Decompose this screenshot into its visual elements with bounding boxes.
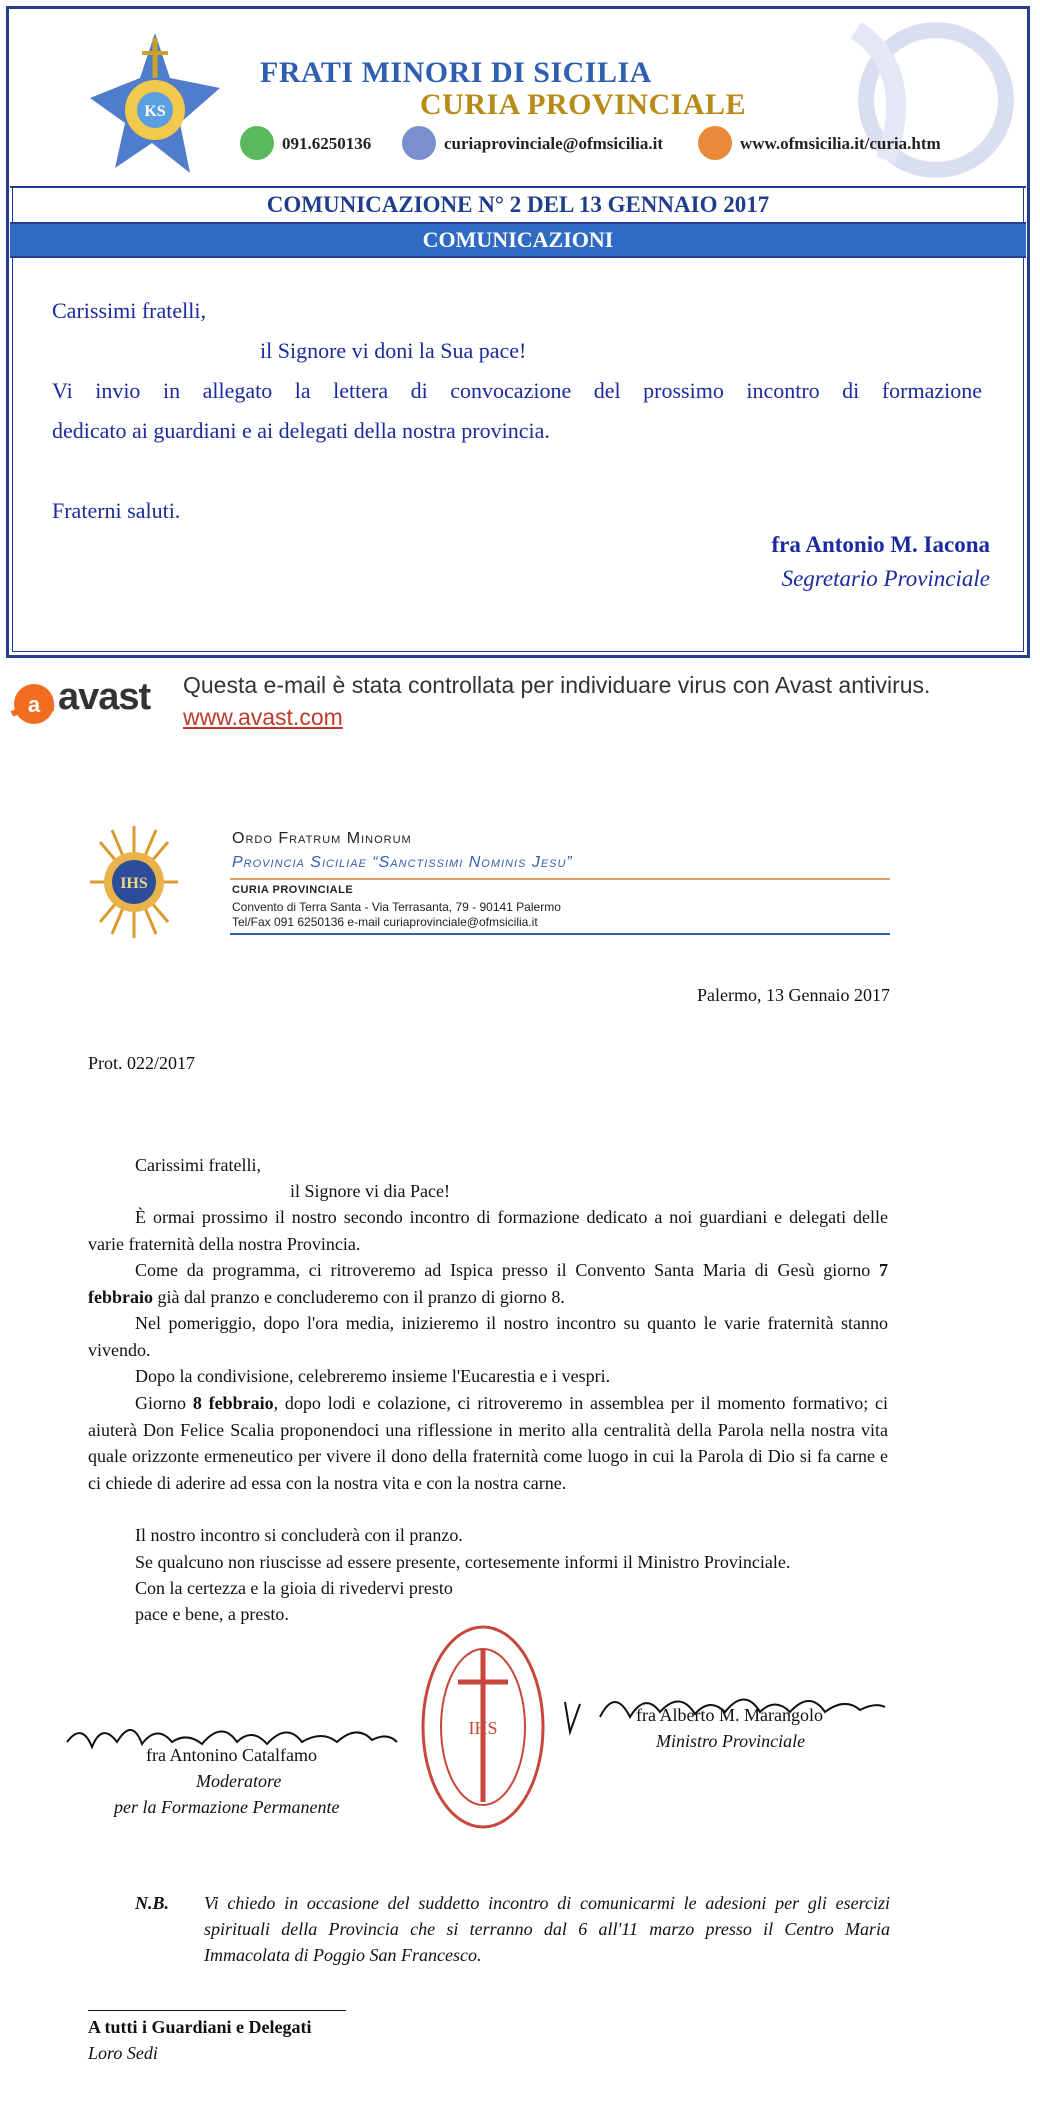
letterhead-rule-blue	[230, 933, 890, 935]
header-phone: 091.6250136	[282, 134, 372, 153]
phone-icon	[240, 126, 274, 160]
svg-text:IHS: IHS	[120, 875, 148, 892]
signer-right-role: Ministro Provinciale	[656, 1731, 806, 1751]
recipients: A tutti i Guardiani e Delegati	[88, 2017, 312, 2037]
header-email[interactable]: curiaprovinciale@ofmsicilia.it	[444, 134, 663, 153]
globe-icon	[698, 126, 732, 160]
header-title-line1: FRATI MINORI DI SICILIA	[260, 56, 652, 89]
letterhead-address: Convento di Terra Santa - Via Terrasanta, 79 - 90141 Palermo	[232, 900, 561, 914]
signer-right-name: fra Alberto M. Marangolo	[636, 1705, 823, 1725]
letter-paragraph-7: Se qualcuno non riuscisse ad essere presente, cortesemente informi il Ministro Provinciale.	[135, 1552, 791, 1572]
letter-paragraph-9: pace e bene, a presto.	[135, 1604, 289, 1624]
svg-text:a: a	[27, 692, 41, 717]
letter-paragraph-2: Come da programma, ci ritroveremo ad Ispica presso il Convento Santa Maria di Gesù giorno 7 febbraio già dal pranzo e concluderemo con il pranzo di giorno 8.	[88, 1260, 888, 1307]
svg-text:KS: KS	[144, 103, 166, 120]
message-greeting: Carissimi fratelli,	[52, 298, 206, 323]
province-emblem	[88, 822, 180, 942]
letter-paragraph-1: È ormai prossimo il nostro secondo incontro di formazione dedicato a noi guardiani e delegati delle varie fraternità della nostra Provincia.	[88, 1207, 888, 1254]
letterhead-order: Ordo Fratrum Minorum	[232, 830, 412, 847]
avast-link[interactable]: www.avast.com	[183, 704, 343, 730]
banner-watermark	[736, 10, 1016, 186]
letter-date: Palermo, 13 Gennaio 2017	[697, 985, 890, 1005]
letterhead-curia: CURIA PROVINCIALE	[232, 884, 354, 896]
message-peace: il Signore vi doni la Sua pace!	[260, 338, 527, 363]
nb-text: Vi chiedo in occasione del suddetto incontro di comunicarmi le adesioni per gli esercizi spirituali della Provincia che si terranno dal 6 all'11 marzo presso il Centro Maria Immacolata di Poggio San Francesco.	[204, 1893, 890, 1965]
letter-peace: il Signore vi dia Pace!	[290, 1181, 450, 1201]
signer-left-role-1: Moderatore	[196, 1771, 282, 1791]
message-signer-role: Segretario Provinciale	[781, 566, 990, 591]
at-icon	[402, 126, 436, 160]
letterhead-rule-orange	[230, 878, 890, 880]
signer-left-role-2: per la Formazione Permanente	[114, 1797, 340, 1817]
recipients-place: Loro Sedi	[88, 2043, 158, 2063]
message-body-line2: dedicato ai guardiani e ai delegati della nostra provincia.	[52, 418, 550, 443]
section-bar: COMUNICAZIONI	[10, 224, 1026, 258]
letterhead-province: Provincia Siciliae “Sanctissimi Nominis Jesu”	[232, 854, 573, 871]
frati-minori-logo	[80, 28, 230, 178]
recipients-rule	[88, 2010, 346, 2011]
avast-logo-text: avast	[58, 676, 151, 718]
header-banner	[10, 10, 1026, 188]
nb-label: N.B.	[135, 1893, 170, 1913]
letter-paragraph-5: Giorno 8 febbraio, dopo lodi e colazione, ci ritroveremo in assemblea per il momento formativo; ci aiuterà Don Felice Scalia proponendoci una riflessione in merito alla centralità della Parola nella nostra vita quale orizzonte ermeneutico per vivere il dono della fraternità come luogo in cui la Parola di Dio si fa carne e ci chiede di aderire ad essa con la nostra vita e con la nostra carne.	[88, 1393, 888, 1493]
letter-paragraph-3: Nel pomeriggio, dopo l'ora media, inizieremo il nostro incontro su quanto le varie fraternità stanno vivendo.	[88, 1313, 888, 1360]
signer-left-name: fra Antonino Catalfamo	[146, 1745, 317, 1765]
header-title-line2: CURIA PROVINCIALE	[420, 88, 747, 121]
avast-logo-icon	[8, 678, 58, 728]
communication-number: COMUNICAZIONE N° 2 DEL 13 GENNAIO 2017	[10, 188, 1026, 224]
letter-paragraph-8: Con la certezza e la gioia di rivedervi presto	[135, 1578, 453, 1598]
message-signer: fra Antonio M. Iacona	[771, 532, 990, 557]
letter-protocol: Prot. 022/2017	[88, 1053, 196, 1073]
header-website[interactable]: www.ofmsicilia.it/curia.htm	[740, 134, 941, 153]
message-body-line1: Vi invio in allegato la lettera di convocazione del prossimo incontro di formazione	[52, 378, 982, 403]
province-seal	[418, 1622, 548, 1832]
avast-notice: Questa e-mail è stata controllata per individuare virus con Avast antivirus.	[183, 672, 931, 698]
letter-paragraph-4: Dopo la condivisione, celebreremo insieme l'Eucarestia e i vespri.	[135, 1366, 611, 1386]
letter-paragraph-6: Il nostro incontro si concluderà con il pranzo.	[135, 1525, 463, 1545]
message-closing: Fraterni saluti.	[52, 498, 181, 523]
letter-greeting: Carissimi fratelli,	[135, 1155, 261, 1175]
letterhead-contacts: Tel/Fax 091 6250136 e-mail curiaprovinciale@ofmsicilia.it	[232, 915, 538, 929]
svg-text:IHS: IHS	[468, 1718, 498, 1738]
